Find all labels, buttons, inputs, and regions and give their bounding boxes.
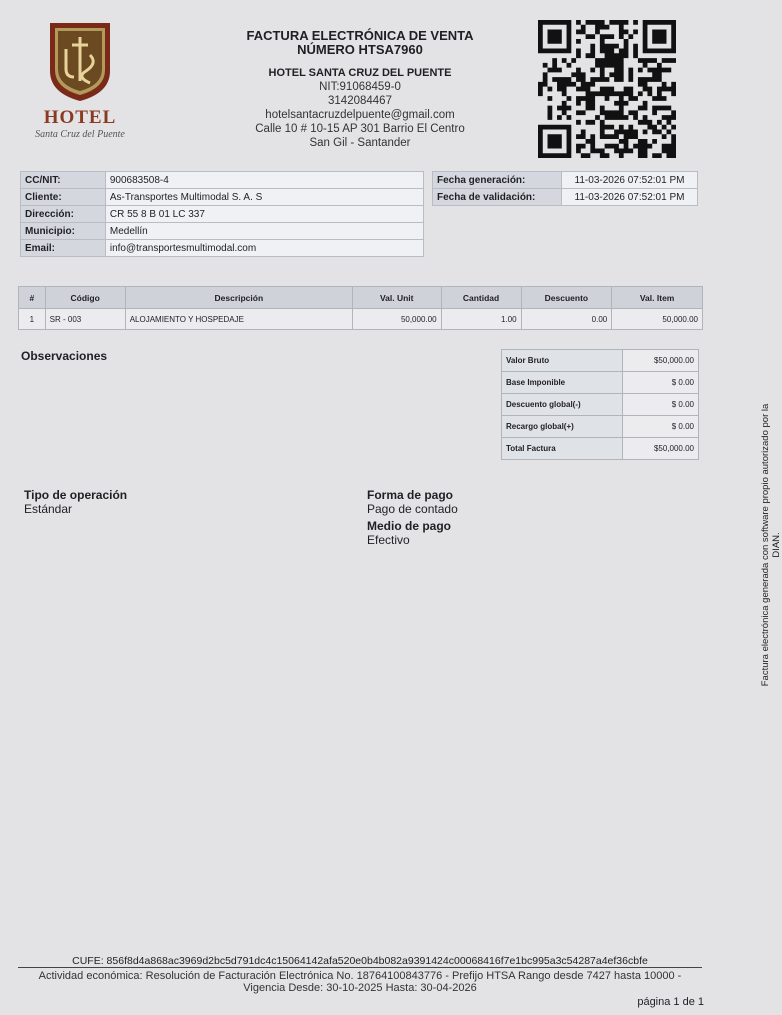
- col-header: Val. Item: [612, 287, 703, 309]
- observaciones-title: Observaciones: [21, 349, 108, 363]
- municipio-value: Medellín: [105, 223, 423, 240]
- total-label: Descuento global(-): [502, 394, 623, 416]
- ccnit-label: CC/NIT:: [21, 172, 106, 189]
- company-email: hotelsantacruzdelpuente@gmail.com: [265, 109, 455, 121]
- municipio-label: Municipio:: [21, 223, 106, 240]
- cliente-label: Cliente:: [21, 189, 106, 206]
- fecha-generacion-label: Fecha generación:: [433, 172, 562, 189]
- cliente-value: As-Transportes Multimodal S. A. S: [105, 189, 423, 206]
- ccnit-value: 900683508-4: [105, 172, 423, 189]
- hotel-logo-icon: [46, 19, 114, 103]
- qr-code-icon: [538, 19, 676, 159]
- table-cell: 0.00: [521, 309, 612, 330]
- dian-side-note: Factura electrónica generada con software propio autorizado por la DIAN.: [760, 403, 782, 687]
- tipo-operacion-value: Estándar: [24, 502, 73, 516]
- forma-pago-value: Pago de contado: [367, 502, 458, 516]
- tipo-operacion-label: Tipo de operación: [24, 488, 128, 502]
- medio-pago-label: Medio de pago: [367, 519, 451, 533]
- logo-hotel-text: HOTEL: [43, 107, 117, 128]
- total-value: $ 0.00: [623, 416, 699, 438]
- medio-pago-value: Efectivo: [367, 533, 410, 547]
- table-cell: ALOJAMIENTO Y HOSPEDAJE: [125, 309, 352, 330]
- forma-pago-label: Forma de pago: [367, 488, 454, 502]
- total-label: Total Factura: [502, 438, 623, 460]
- logo-subtitle: Santa Cruz del Puente: [35, 129, 125, 140]
- fecha-validacion-value: 11-03-2026 07:52:01 PM: [562, 189, 698, 206]
- dates-table: [432, 171, 698, 206]
- invoice-header: [200, 29, 520, 150]
- total-value: $ 0.00: [623, 372, 699, 394]
- company-phone: 3142084467: [328, 95, 392, 107]
- activity-resolution: Actividad económica: Resolución de Facturación Electrónica No. 18764100843776 - Prefijo HTSA Rango desde 7427 hasta 10000 - Vigencia Desde: 30-10-2025 Hasta: 30-04-2026: [38, 970, 682, 994]
- email-label: Email:: [21, 240, 106, 257]
- table-cell: SR - 003: [45, 309, 125, 330]
- footer-divider: [18, 967, 702, 968]
- cufe-code: CUFE: 856f8d4a868ac3969d2bc5d791dc4c15064142afa520e0b4b082a9391424c00068416f7e1bc995a3c54287a4ef36cbfe: [72, 955, 648, 967]
- table-cell: 50,000.00: [352, 309, 441, 330]
- totals-table: [501, 349, 699, 460]
- col-header: Cantidad: [441, 287, 521, 309]
- col-header: Descuento: [521, 287, 612, 309]
- col-header: #: [19, 287, 46, 309]
- company-address: Calle 10 # 10-15 AP 301 Barrio El Centro: [255, 123, 465, 135]
- page-number: página 1 de 1: [637, 996, 704, 1008]
- fecha-validacion-label: Fecha de validación:: [433, 189, 562, 206]
- company-name: HOTEL SANTA CRUZ DEL PUENTE: [268, 67, 452, 79]
- col-header: Descripción: [125, 287, 352, 309]
- table-row: [19, 309, 703, 330]
- fecha-generacion-value: 11-03-2026 07:52:01 PM: [562, 172, 698, 189]
- company-nit: NIT:91068459-0: [319, 81, 401, 93]
- total-value: $50,000.00: [623, 438, 699, 460]
- table-cell: 1: [19, 309, 46, 330]
- total-label: Valor Bruto: [502, 350, 623, 372]
- table-cell: 1.00: [441, 309, 521, 330]
- total-value: $50,000.00: [623, 350, 699, 372]
- direccion-label: Dirección:: [21, 206, 106, 223]
- direccion-value: CR 55 8 B 01 LC 337: [105, 206, 423, 223]
- company-city: San Gil - Santander: [309, 137, 411, 149]
- client-info-table: [20, 171, 424, 257]
- invoice-title: FACTURA ELECTRÓNICA DE VENTA: [246, 28, 474, 43]
- col-header: Val. Unit: [352, 287, 441, 309]
- invoice-number: NÚMERO HTSA7960: [297, 42, 423, 57]
- table-cell: 50,000.00: [612, 309, 703, 330]
- col-header: Código: [45, 287, 125, 309]
- total-label: Recargo global(+): [502, 416, 623, 438]
- items-table: [18, 286, 703, 330]
- items-header-row: [19, 287, 703, 309]
- email-value: info@transportesmultimodal.com: [105, 240, 423, 257]
- total-value: $ 0.00: [623, 394, 699, 416]
- total-label: Base Imponible: [502, 372, 623, 394]
